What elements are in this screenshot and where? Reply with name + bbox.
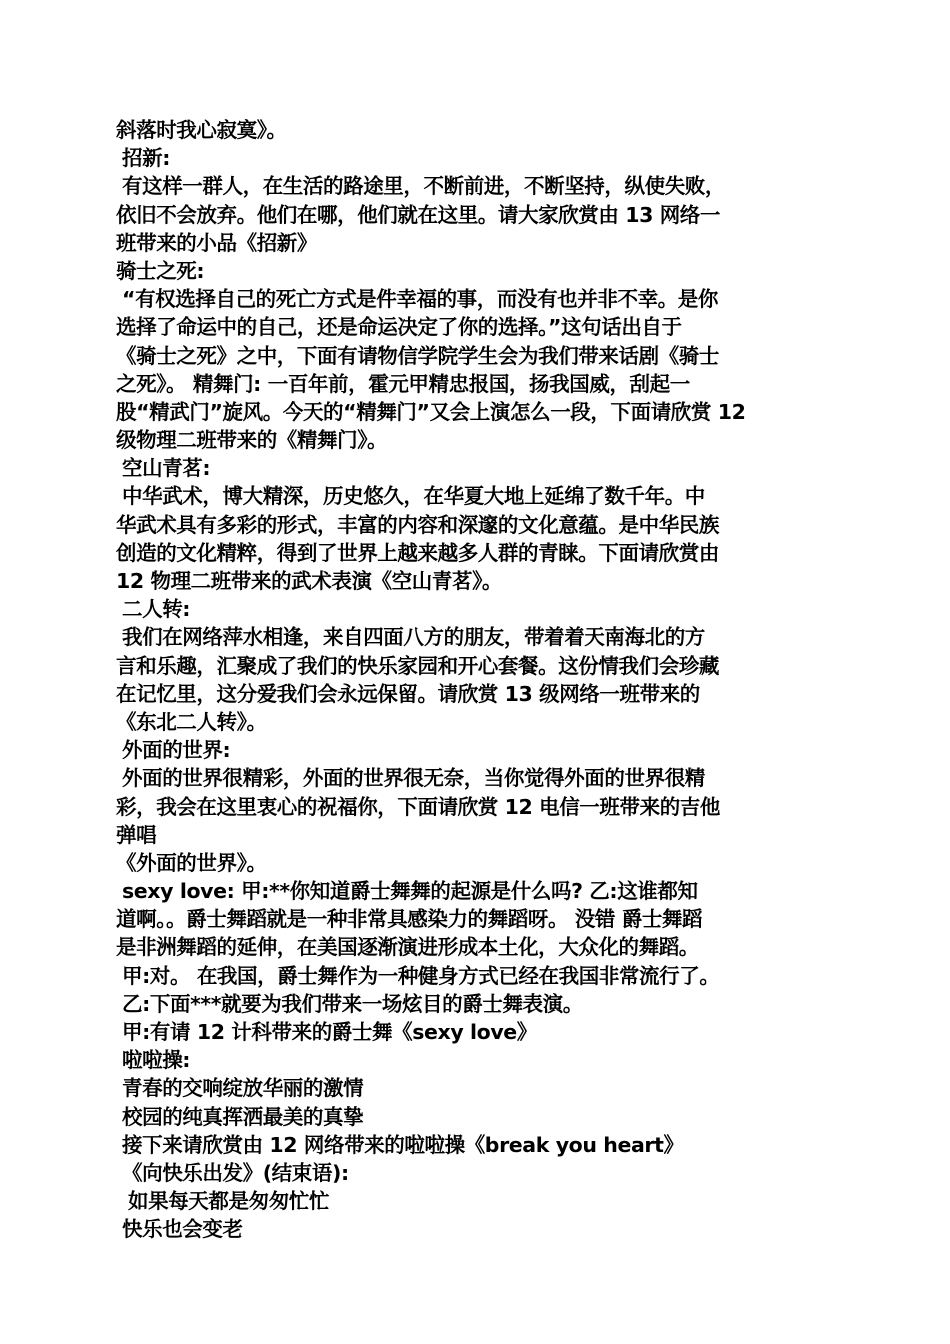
text-line: 在记忆里，这分爱我们会永远保留。请欣赏 13 级网络一班带来的 <box>116 681 700 706</box>
text-line: 弹唱 <box>116 822 157 847</box>
text-line: 有这样一群人，在生活的路途里，不断前进，不断坚持，纵使失败， <box>122 174 725 199</box>
text-line: 《东北二人转》。 <box>116 709 267 734</box>
document-body <box>116 116 838 1244</box>
text-line: 中华武术，博大精深，历史悠久，在华夏大地上延绵了数千年。中 <box>122 484 705 509</box>
section-heading-zhaoxin: 招新: <box>122 146 170 171</box>
text-line: 班带来的小品《招新》 <box>116 230 317 255</box>
text-line: 依旧不会放弃。他们在哪，他们就在这里。请大家欣赏由 13 网络一 <box>116 202 721 227</box>
text-line: 快乐也会变老 <box>122 1217 243 1242</box>
section-heading-qishizhisi: 骑士之死: <box>116 258 205 283</box>
text-line: 斜落时我心寂寞》。 <box>116 118 287 142</box>
text-line: 甲:对。 在我国，爵士舞作为一种健身方式已经在我国非常流行了。 <box>122 963 720 988</box>
text-line: 道啊。。爵士舞蹈就是一种非常具感染力的舞蹈呀。 没错 爵士舞蹈 <box>116 907 703 932</box>
section-heading-sexy-love: sexy love: 甲:**你知道爵士舞舞的起源是什么吗? 乙:这谁都知 <box>122 879 698 904</box>
text-line: 12 物理二班带来的武术表演《空山青茗》。 <box>116 569 503 593</box>
text-line: 《外面的世界》。 <box>116 850 267 875</box>
text-line: 甲:有请 12 计科带来的爵士舞《sexy love》 <box>122 1020 537 1044</box>
text-line: 乙:下面***就要为我们带来一场炫目的爵士舞表演。 <box>122 991 583 1016</box>
text-line: 华武术具有多彩的形式，丰富的内容和深邃的文化意蕴。是中华民族 <box>116 512 719 537</box>
text-line: 彩，我会在这里衷心的祝福你，下面请欣赏 12 电信一班带来的吉他 <box>116 794 721 819</box>
text-line: 创造的文化精粹，得到了世界上越来越多人群的青睐。下面请欣赏由 <box>116 540 719 565</box>
text-line: 如果每天都是匆匆忙忙 <box>128 1189 329 1214</box>
text-line: 股“精武门”旋风。今天的“精舞门”又会上演怎么一段，下面请欣赏 12 <box>116 399 746 424</box>
text-line: “有权选择自己的死亡方式是件幸福的事，而没有也并非不幸。是你 <box>122 287 718 312</box>
text-line: 级物理二班带来的《精舞门》。 <box>116 428 388 453</box>
text-line: 接下来请欣赏由 12 网络带来的啦啦操《break you heart》 <box>122 1132 684 1157</box>
text-line: 我们在网络萍水相逢，来自四面八方的朋友，带着着天南海北的方 <box>122 625 705 650</box>
text-line: 外面的世界很精彩，外面的世界很无奈，当你觉得外面的世界很精 <box>122 766 705 791</box>
section-heading-kongshanqingming: 空山青茗: <box>122 456 211 481</box>
section-heading-waimiandeshijie: 外面的世界: <box>122 738 231 763</box>
section-heading-errenzhuan: 二人转: <box>122 597 191 622</box>
text-line: 校园的纯真挥洒最美的真挚 <box>122 1104 364 1129</box>
text-line: 是非洲舞蹈的延伸，在美国逐渐演进形成本土化，大众化的舞蹈。 <box>116 935 699 960</box>
text-line: 选择了命运中的自己，还是命运决定了你的选择。”这句话出自于 <box>116 315 682 340</box>
text-line: 《骑士之死》之中，下面有请物信学院学生会为我们带来话剧《骑士 <box>116 343 719 368</box>
section-heading-closing: 《向快乐出发》(结束语): <box>122 1160 349 1185</box>
text-line: 言和乐趣，汇聚成了我们的快乐家园和开心套餐。这份情我们会珍藏 <box>116 653 719 678</box>
text-line: 青春的交响绽放华丽的激情 <box>122 1076 364 1101</box>
text-line: 之死》。 精舞门: 一百年前，霍元甲精忠报国，扬我国威，刮起一 <box>116 371 690 396</box>
section-heading-lalacao: 啦啦操: <box>122 1048 191 1073</box>
